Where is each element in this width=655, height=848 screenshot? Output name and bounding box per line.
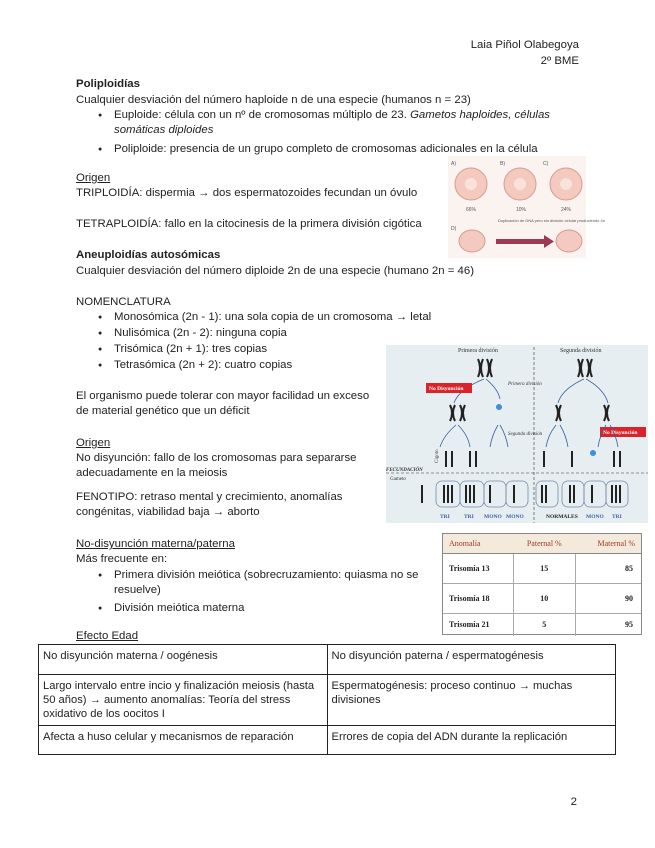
svg-text:24%: 24%: [561, 207, 572, 213]
list-item: ● Trisómica (2n + 1): tres copias: [76, 342, 456, 357]
polyploidy-title: Poliploidías: [76, 78, 140, 90]
list-item: ● Tetrasómica (2n + 2): cuatro copias: [76, 358, 456, 373]
table-row: [39, 645, 616, 675]
svg-text:10%: 10%: [516, 207, 527, 213]
table-row: [39, 726, 616, 755]
table-row: Trisomía 21 5 95: [443, 614, 641, 636]
svg-text:Duplicación de DNA pero sin di: Duplicación de DNA pero sin división celular produciendo 4n: [498, 218, 605, 223]
svg-text:Primera división: Primera división: [458, 348, 498, 354]
list-item: ● Euploide: célula con un nº de cromosomas múltiplo de 23. Gametos haploides, células somáticas diploides: [76, 108, 576, 138]
svg-text:MONO: MONO: [484, 514, 502, 520]
svg-text:Segunda división: Segunda división: [560, 348, 602, 354]
svg-text:TRI: TRI: [612, 514, 622, 520]
aneuploidy-origin-heading: Origen: [76, 437, 111, 449]
svg-text:MONO: MONO: [586, 514, 604, 520]
svg-text:A): A): [451, 161, 456, 167]
svg-text:TRI: TRI: [440, 514, 450, 520]
svg-text:TRI: TRI: [464, 514, 474, 520]
table-row: Trisomía 13 15 85: [443, 554, 641, 584]
table-row: [39, 675, 616, 726]
list-item: ● Poliploide: presencia de un grupo completo de cromosomas adicionales en la célula: [76, 142, 576, 157]
table-cell: Espermatogénesis: proceso continuo → muchas divisiones: [327, 675, 616, 726]
svg-text:NORMALES: NORMALES: [546, 514, 578, 520]
svg-text:No Disyunción: No Disyunción: [603, 430, 638, 436]
list-item: ● Monosómica (2n - 1): una sola copia de un cromosoma → letal: [76, 310, 456, 325]
triploidy-text: TRIPLOIDÍA: dispermia → dos espermatozoides fecundan un óvulo: [76, 187, 418, 199]
trisomy-table: [443, 534, 641, 636]
age-effect-heading: Efecto Edad: [76, 630, 139, 642]
table-header: Anomalía: [443, 534, 513, 554]
nomenclature-heading: NOMENCLATURA: [76, 296, 171, 308]
table-header-row: [443, 534, 641, 554]
list-item: ● Nulisómica (2n - 2): ninguna copia: [76, 326, 456, 341]
table-cell: Afecta a huso celular y mecanismos de reparación: [39, 726, 328, 755]
polyploidy-diagram: [448, 156, 605, 258]
table-cell: Largo intervalo entre incio y finalización meiosis (hasta 50 años) → aumento anomalías: Teoría del stress oxidativo de los oocitos I: [39, 675, 328, 726]
svg-text:No Disyunción: No Disyunción: [429, 386, 464, 392]
comparison-table: [38, 644, 616, 755]
svg-text:MONO: MONO: [506, 514, 524, 520]
aneuploidy-definition: Cualquier desviación del número diploide 2n de una especie (humano 2n = 46): [76, 265, 474, 277]
tolerance-text: El organismo puede tolerar con mayor facilidad un exceso de material genético que un déficit: [76, 390, 370, 417]
trisomy-table-box: [442, 533, 642, 635]
tetraploidy-text: TETRAPLOIDÍA: fallo en la citocinesis de la primera división cigótica: [76, 218, 422, 230]
page-number: 2: [570, 796, 577, 808]
polyploidy-list: [76, 108, 576, 157]
table-header: Maternal %: [575, 534, 641, 554]
nondisjunction-text: No disyunción: fallo de los cromosomas para separarse adecuadamente en la meiosis: [76, 452, 357, 479]
author-name: Laia Piñol Olabegoya: [470, 39, 579, 51]
list-item: ● Primera división meiótica (sobrecruzamiento: quiasma no se resuelve): [76, 568, 436, 598]
svg-text:C): C): [543, 161, 549, 167]
meiosis-diagram: [386, 345, 648, 523]
aneuploidy-title: Aneuploidías autosómicas: [76, 249, 221, 261]
table-header: Paternal %: [513, 534, 575, 554]
svg-text:FECUNDACIÓN: FECUNDACIÓN: [386, 468, 423, 473]
svg-text:Segunda división: Segunda división: [508, 432, 543, 437]
svg-text:B): B): [500, 161, 505, 167]
frequency-list: [76, 568, 436, 616]
phenotype-text: FENOTIPO: retraso mental y crecimiento, anomalías congénitas, viabilidad baja → aborto: [76, 491, 343, 518]
table-row: Trisomía 18 10 90: [443, 584, 641, 614]
course-label: 2º BME: [540, 55, 579, 67]
svg-text:D): D): [451, 226, 457, 232]
polyploidy-figure: [448, 156, 605, 258]
list-item: ● División meiótica materna: [76, 601, 436, 616]
meiosis-figure: [386, 345, 648, 523]
table-cell: No disyunción paterna / espermatogénesis: [327, 645, 616, 675]
svg-text:66%: 66%: [466, 207, 477, 213]
table-cell: No disyunción materna / oogénesis: [39, 645, 328, 675]
more-frequent-text: Más frecuente en:: [76, 553, 168, 565]
svg-text:Primera división: Primera división: [508, 382, 542, 387]
origin-heading: Origen: [76, 172, 111, 184]
svg-text:Cigoto: Cigoto: [435, 449, 440, 463]
svg-text:Gameto: Gameto: [390, 477, 406, 482]
table-cell: Errores de copia del ADN durante la replicación: [327, 726, 616, 755]
polyploidy-definition: Cualquier desviación del número haploide n de una especie (humanos n = 23): [76, 94, 471, 106]
maternal-paternal-heading: No-disyunción materna/paterna: [76, 538, 235, 550]
